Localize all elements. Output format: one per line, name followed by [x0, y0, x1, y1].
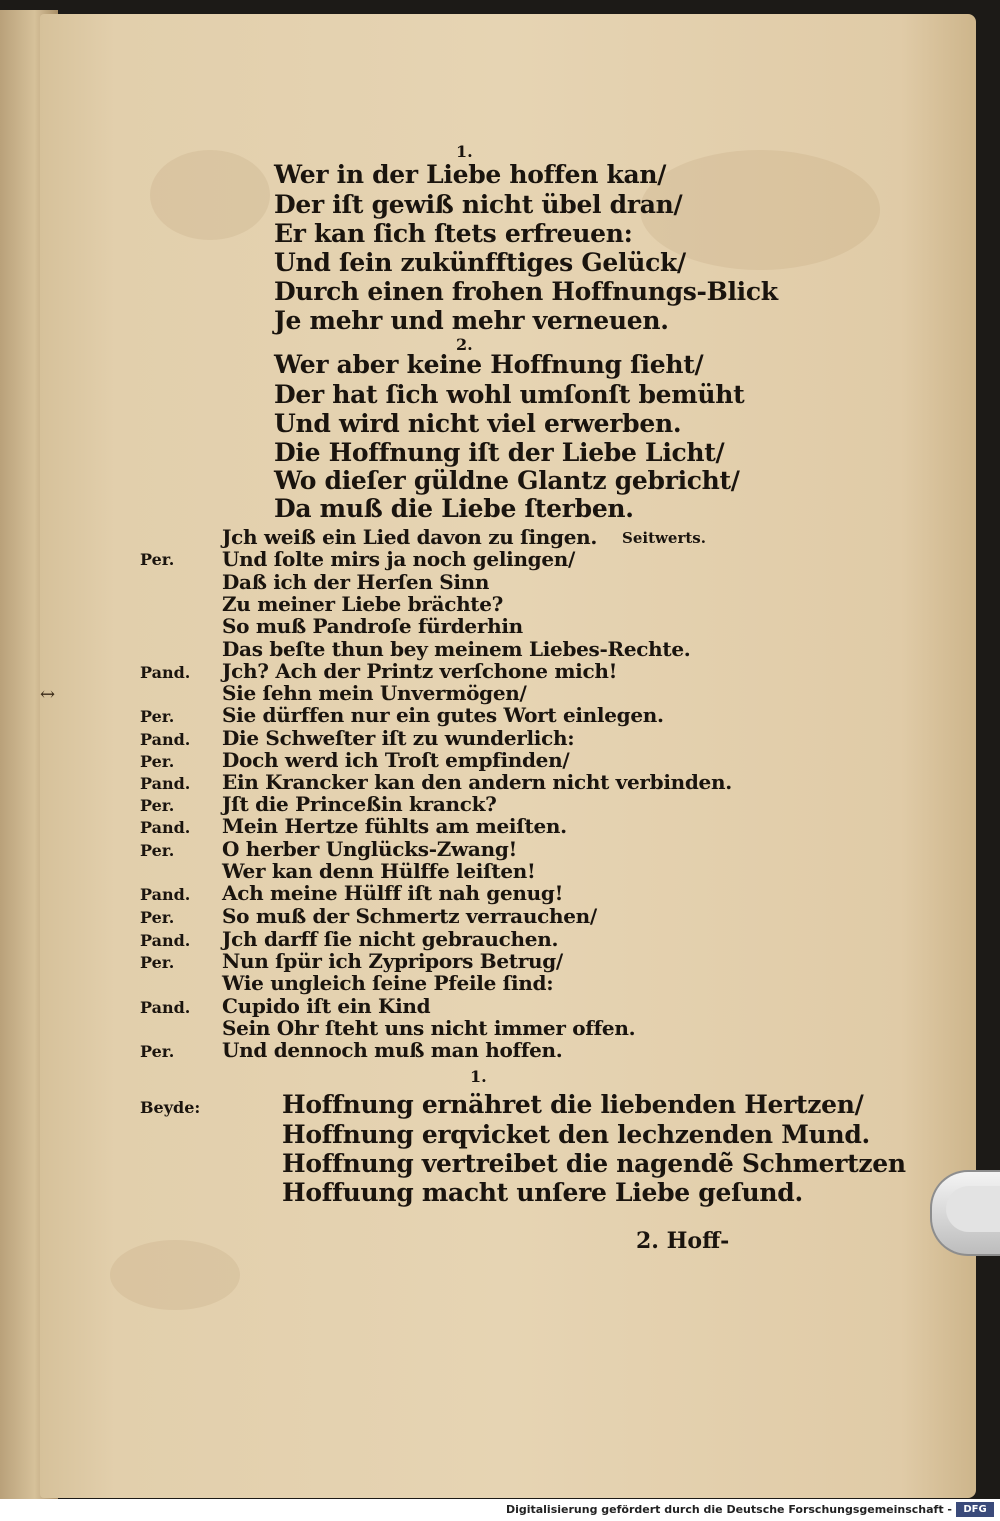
dialogue-line: Ach meine Hülff iſt nah genug! — [222, 881, 564, 905]
catchword: 2. Hoff- — [636, 1228, 730, 1254]
duet-line: Hoffnung erqvicket den lechzenden Mund. — [282, 1120, 870, 1149]
dialogue-line: Wer kan denn Hülffe leiſten! — [222, 859, 536, 883]
verse-line: Die Hoffnung iſt der Liebe Licht/ — [274, 438, 725, 467]
speaker-label: Per. — [140, 550, 175, 569]
duet-line: Hoffnung vertreibet die nagendẽ Schmertzen — [282, 1149, 906, 1178]
footer-credit: Digitalisierung gefördert durch die Deutsche Forschungsgemeinschaft - — [505, 1503, 952, 1516]
dialogue-line: O herber Unglücks-Zwang! — [222, 837, 517, 861]
verse-line: Je mehr und mehr verneuen. — [274, 306, 669, 335]
verse-line: Durch einen frohen Hoffnungs-Blick — [274, 277, 778, 306]
dialogue-line: Und ſolte mirs ja noch gelingen/ — [222, 547, 576, 571]
footer-bar — [0, 1499, 1000, 1521]
speaker-label: Per. — [140, 908, 175, 927]
dialogue-line: Jch darff ſie nicht gebrauchen. — [222, 927, 559, 951]
dialogue-line: Nun ſpür ich Zypripors Betrug/ — [222, 949, 563, 973]
dialogue-line: So muß Pandroſe fürderhin — [222, 614, 523, 638]
dialogue-line: Sein Ohr ſteht uns nicht immer offen. — [222, 1016, 636, 1040]
speaker-label: Beyde: — [140, 1098, 201, 1117]
paper-stain — [110, 1240, 240, 1310]
dfg-logo: DFG — [956, 1502, 994, 1517]
dialogue-line: So muß der Schmertz verrauchen/ — [222, 904, 597, 928]
speaker-label: Per. — [140, 752, 175, 771]
dialogue-line: Die Schweſter iſt zu wunderlich: — [222, 726, 575, 750]
speaker-label: Pand. — [140, 774, 191, 793]
stage-direction: Seitwerts. — [622, 529, 706, 547]
verse-line: Und wird nicht viel erwerben. — [274, 409, 682, 438]
dialogue-line: Mein Hertze fühlts am meiſten. — [222, 814, 567, 838]
verse-line: Wer in der Liebe hoffen kan/ — [274, 160, 667, 189]
speaker-label: Pand. — [140, 663, 191, 682]
dialogue-line: Daß ich der Herſen Sinn — [222, 570, 490, 594]
dialogue-line: Jſt die Princeßin kranck? — [222, 792, 497, 816]
duet-line: Hoffuung macht unſere Liebe geſund. — [282, 1178, 803, 1207]
verse-number: 2. — [456, 335, 473, 354]
speaker-label: Per. — [140, 1042, 175, 1061]
speaker-label: Pand. — [140, 998, 191, 1017]
paper-stain — [150, 150, 270, 240]
dialogue-line: Doch werd ich Troſt empfinden/ — [222, 748, 570, 772]
speaker-label: Pand. — [140, 818, 191, 837]
speaker-label: Per. — [140, 841, 175, 860]
speaker-label: Pand. — [140, 730, 191, 749]
speaker-label: Per. — [140, 953, 175, 972]
speaker-label: Per. — [140, 707, 175, 726]
dialogue-line: Sie ſehn mein Unvermögen/ — [222, 681, 527, 705]
dialogue-line: Wie ungleich ſeine Pfeile ſind: — [222, 971, 554, 995]
speaker-label: Per. — [140, 796, 175, 815]
page-clip-tab-inner — [946, 1186, 1000, 1232]
dialogue-line: Sie dürffen nur ein gutes Wort einlegen. — [222, 703, 664, 727]
verse-line: Der hat ſich wohl umſonſt bemüht — [274, 380, 745, 409]
verse-line: Wer aber keine Hoffnung ſieht/ — [274, 350, 704, 379]
dialogue-line: Und dennoch muß man hoffen. — [222, 1038, 563, 1062]
dialogue-line: Das beſte thun bey meinem Liebes-Rechte. — [222, 637, 691, 661]
verse-line: Und ſein zukünfftiges Gelück/ — [274, 248, 686, 277]
speaker-label: Pand. — [140, 885, 191, 904]
verse-number: 1. — [456, 142, 473, 161]
verse-line: Er kan ſich ſtets erfreuen: — [274, 219, 633, 248]
dialogue-line: Ein Krancker kan den andern nicht verbinden. — [222, 770, 732, 794]
margin-mark: ↔ — [40, 684, 56, 705]
duet-line: Hoffnung ernähret die liebenden Hertzen/ — [282, 1090, 864, 1119]
verse-line: Da muß die Liebe ſterben. — [274, 494, 634, 523]
verse-line: Der iſt gewiß nicht übel dran/ — [274, 190, 683, 219]
verse-line: Wo dieſer güldne Glantz gebricht/ — [274, 466, 740, 495]
dialogue-line: Zu meiner Liebe brächte? — [222, 592, 504, 616]
dialogue-line: Jch weiß ein Lied davon zu ſingen. — [222, 525, 598, 549]
dialogue-line: Cupido iſt ein Kind — [222, 994, 431, 1018]
speaker-label: Pand. — [140, 931, 191, 950]
verse-number: 1. — [470, 1067, 487, 1086]
dialogue-line: Jch? Ach der Printz verſchone mich! — [222, 659, 618, 683]
